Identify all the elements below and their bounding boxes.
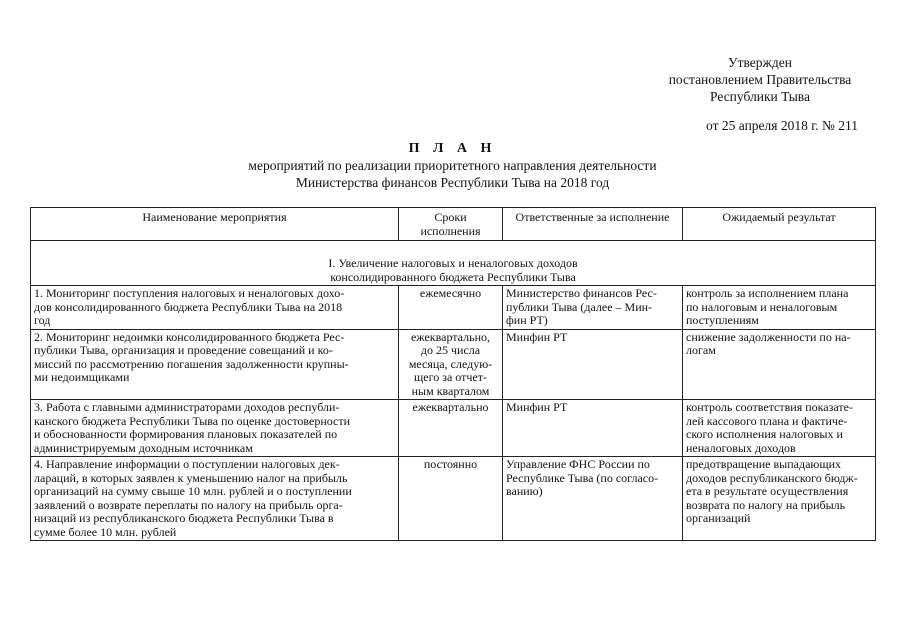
title-line-2: Министерства финансов Республики Тыва на 2018 год <box>295 175 610 190</box>
cell-result: предотвращение выпадающих доходов республиканского бюдж- ета в результате осуществления возврата по налогу на прибыль организаций <box>683 457 876 541</box>
cell-deadline: ежемесячно <box>399 286 503 330</box>
approval-line: Утвержден <box>728 55 792 70</box>
section-heading: I. Увеличение налоговых и неналоговых доходов консолидированного бюджета Республики Тыва <box>31 241 876 286</box>
cell-result: контроль за исполнением плана по налоговым и неналоговым поступлениям <box>683 286 876 330</box>
header-deadline: Сроки исполнения <box>399 208 503 241</box>
cell-result: снижение задолженности по на- логам <box>683 329 876 400</box>
cell-name: 1. Мониторинг поступления налоговых и неналоговых дохо- дов консолидированного бюджета Республики Тыва на 2018 год <box>31 286 399 330</box>
cell-name: 3. Работа с главными администраторами доходов республи- канского бюджета Республики Тыва по оценке достоверности и обоснованности формирования плановых показателей по администрируемым доходным источникам <box>31 400 399 457</box>
table-row <box>31 400 876 457</box>
table-row <box>31 457 876 541</box>
document-title <box>0 140 905 191</box>
header-result: Ожидаемый результат <box>683 208 876 241</box>
cell-name: 4. Направление информации о поступлении налоговых дек- лараций, в которых заявлен к уменьшению налог на прибыль организаций на сумму свыше 10 млн. рублей и о поступлении заявлений о возврате переплаты по налогу на прибыль орга- низаций из республиканского бюджета Республики Тыва в сумме более 10 млн. рублей <box>31 457 399 541</box>
plan-table <box>30 207 876 541</box>
header-responsible: Ответственные за исполнение <box>503 208 683 241</box>
approval-line: постановлением Правительства <box>668 72 852 87</box>
cell-responsible: Министерство финансов Рес- публики Тыва (далее – Мин- фин РТ) <box>503 286 683 330</box>
cell-responsible: Минфин РТ <box>503 329 683 400</box>
title-line-1: мероприятий по реализации приоритетного направления деятельности <box>248 158 657 173</box>
cell-responsible: Минфин РТ <box>503 400 683 457</box>
cell-deadline: ежеквартально <box>399 400 503 457</box>
title-heading: П Л А Н <box>408 141 497 156</box>
cell-name: 2. Мониторинг недоимки консолидированного бюджета Рес- публики Тыва, организация и проведение совещаний и ко- миссий по рассмотрению погашения задолженности крупны- ми недоимщиками <box>31 329 399 400</box>
section-row <box>31 241 876 286</box>
table-row <box>31 286 876 330</box>
approval-stamp <box>640 54 880 134</box>
cell-deadline: постоянно <box>399 457 503 541</box>
table-row <box>31 329 876 400</box>
cell-deadline: ежеквартально, до 25 числа месяца, следую- щего за отчет- ным кварталом <box>399 329 503 400</box>
header-name: Наименование мероприятия <box>31 208 399 241</box>
approval-line: Республики Тыва <box>710 89 810 104</box>
approval-date: от 25 апреля 2018 г. № 211 <box>706 118 858 133</box>
cell-result: контроль соответствия показате- лей кассового плана и фактиче- ского исполнения налоговых и неналоговых доходов <box>683 400 876 457</box>
table-header-row <box>31 208 876 241</box>
cell-responsible: Управление ФНС России по Республике Тыва (по согласо- ванию) <box>503 457 683 541</box>
